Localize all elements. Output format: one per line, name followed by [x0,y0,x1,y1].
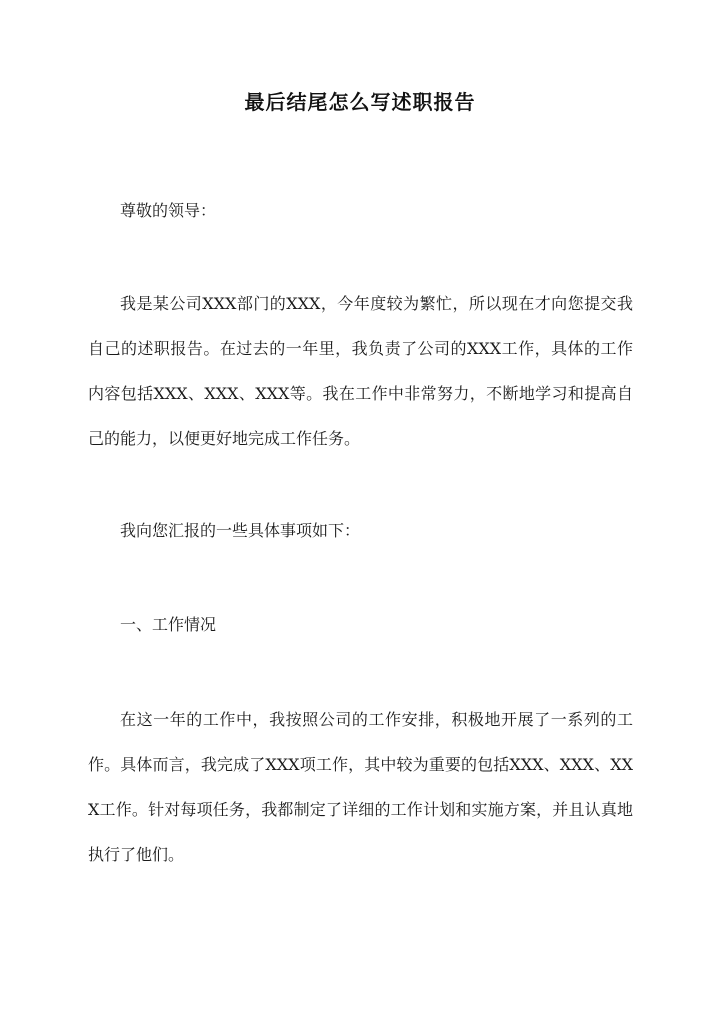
section-heading-work-status: 一、工作情况 [120,615,217,634]
intro-paragraph: 我是某公司XXX部门的XXX，今年度较为繁忙，所以现在才向您提交我自己的述职报告。在过去的一年里，我负责了公司的XXX工作，具体的工作内容包括XXX、XXX、XXX等。我在工作中非常努力，不断地学习和提高自己的能力，以便更好地完成工作任务。 [88,294,633,448]
section-body-work-status: 在这一年的工作中，我按照公司的工作安排，积极地开展了一系列的工作。具体而言，我完成了XXX项工作，其中较为重要的包括XXX、XXX、XXX工作。针对每项任务，我都制定了详细的工作计划和实施方案，并且认真地执行了他们。 [88,710,633,864]
transition-paragraph: 我向您汇报的一些具体事项如下： [120,521,361,540]
document-title: 最后结尾怎么写述职报告 [244,90,476,114]
salutation-paragraph: 尊敬的领导： [120,201,217,220]
